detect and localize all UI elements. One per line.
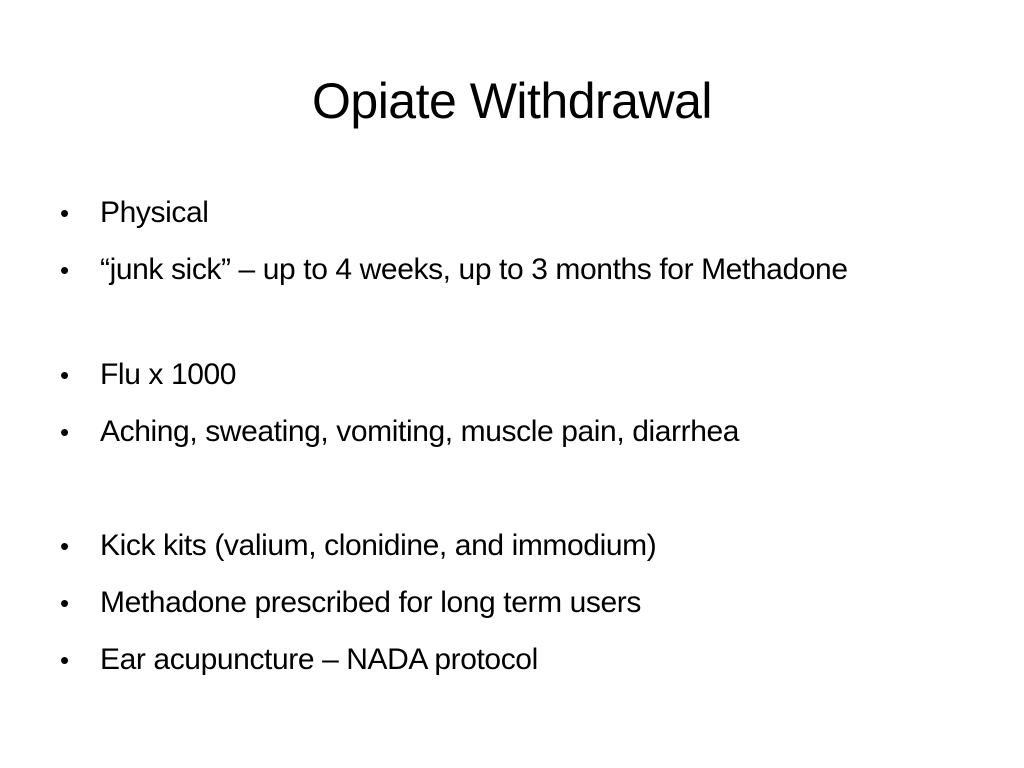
bullet-text: Kick kits (valium, clonidine, and immodium) (100, 529, 657, 562)
bullet-item (60, 409, 940, 455)
bullet-item (60, 637, 940, 683)
bullet-item (60, 523, 940, 569)
bullet-item (60, 352, 940, 398)
bullet-text: Physical (100, 196, 209, 229)
bullet-text: Aching, sweating, vomiting, muscle pain, diarrhea (100, 415, 740, 448)
bullet-text: Methadone prescribed for long term users (100, 586, 641, 619)
bullet-dot-icon: • (60, 255, 69, 285)
bullet-text: “junk sick” – up to 4 weeks, up to 3 months for Methadone (100, 253, 848, 286)
bullet-item (60, 580, 940, 626)
bullet-dot-icon: • (60, 531, 69, 561)
bullet-text: Flu x 1000 (100, 358, 237, 391)
bullet-dot-icon: • (60, 198, 69, 228)
bullet-item (60, 247, 940, 293)
bullet-dot-icon: • (60, 645, 69, 675)
bullet-dot-icon: • (60, 360, 69, 390)
slide-title: Opiate Withdrawal (312, 73, 712, 129)
bullet-dot-icon: • (60, 588, 69, 618)
bullet-text: Ear acupuncture – NADA protocol (100, 643, 538, 676)
bullet-dot-icon: • (60, 417, 69, 447)
bullet-item (60, 190, 940, 236)
